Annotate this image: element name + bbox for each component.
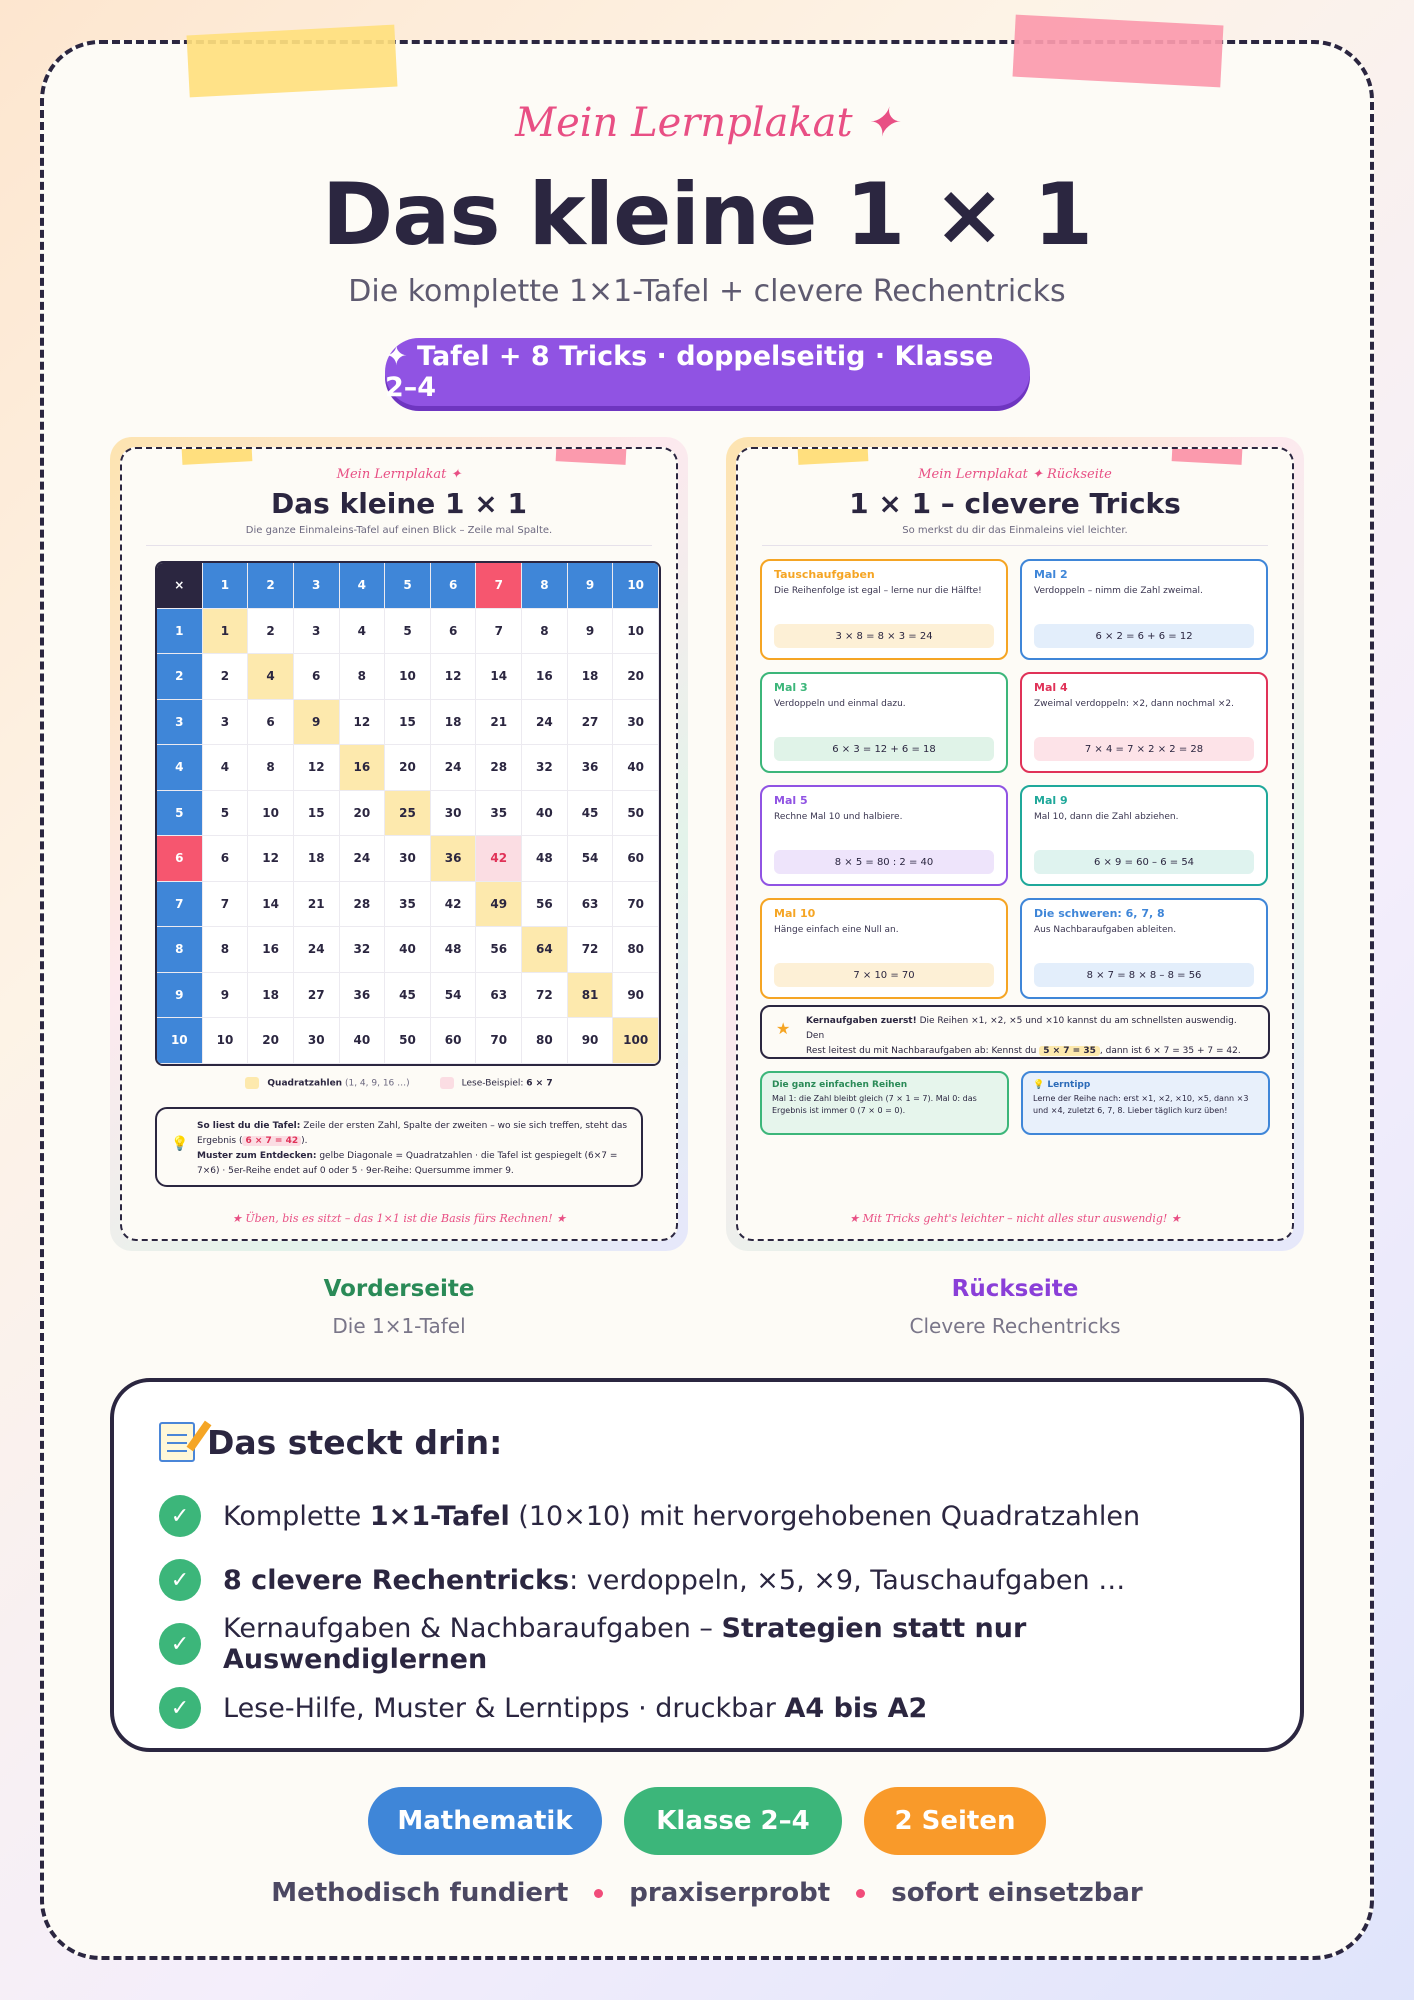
feature-pill: ✦ Tafel + 8 Tricks · doppelseitig · Klasse 2–4 <box>385 338 1030 406</box>
table-cell: 8 <box>248 745 294 791</box>
table-cell: 4 <box>248 654 294 700</box>
claim-1: Methodisch fundiert <box>271 1878 569 1908</box>
front-caption-title: Vorderseite <box>323 1276 475 1302</box>
table-cell: 60 <box>431 1018 477 1064</box>
trick-description: Hänge einfach eine Null an. <box>774 925 899 935</box>
trick-title: Die schweren: 6, 7, 8 <box>1034 907 1165 920</box>
column-header: 1 <box>203 563 249 609</box>
trick-card <box>760 559 1008 660</box>
column-header: 8 <box>522 563 568 609</box>
memo-icon <box>159 1422 195 1462</box>
badge-grade: Klasse 2–4 <box>624 1787 842 1855</box>
table-cell: 8 <box>203 927 249 973</box>
lightbulb-icon: 💡 <box>171 1136 189 1152</box>
front-preview[interactable] <box>110 437 688 1251</box>
trick-description: Verdoppeln und einmal dazu. <box>774 699 906 709</box>
table-cell: 54 <box>568 836 614 882</box>
table-cell: 30 <box>294 1018 340 1064</box>
table-corner: × <box>157 563 203 609</box>
claim-2: praxiserprobt <box>629 1878 831 1908</box>
trick-title: Mal 3 <box>774 681 808 694</box>
table-cell: 18 <box>294 836 340 882</box>
table-cell: 28 <box>340 882 386 928</box>
claims <box>0 1878 1414 1908</box>
check-icon: ✓ <box>159 1495 201 1537</box>
table-cell: 16 <box>248 927 294 973</box>
mini-tape-pink <box>1172 447 1243 465</box>
table-cell: 35 <box>385 882 431 928</box>
table-cell: 20 <box>385 745 431 791</box>
column-header: 10 <box>613 563 659 609</box>
table-cell: 18 <box>248 973 294 1019</box>
table-cell: 7 <box>476 609 522 655</box>
table-cell: 40 <box>385 927 431 973</box>
mini-tape-pink <box>556 447 627 465</box>
front-footer: ★ Üben, bis es sitzt – das 1×1 ist die Basis fürs Rechnen! ★ <box>232 1212 566 1225</box>
table-cell: 5 <box>385 609 431 655</box>
table-cell: 64 <box>522 927 568 973</box>
trick-title: Mal 4 <box>1034 681 1068 694</box>
table-cell: 2 <box>248 609 294 655</box>
table-cell: 32 <box>522 745 568 791</box>
table-cell: 20 <box>340 791 386 837</box>
table-cell: 42 <box>476 836 522 882</box>
table-cell: 8 <box>522 609 568 655</box>
kicker: Mein Lernplakat ✦ <box>515 100 899 146</box>
row-header: 1 <box>157 609 203 655</box>
trick-description: Rechne Mal 10 und halbiere. <box>774 812 903 822</box>
table-cell: 70 <box>476 1018 522 1064</box>
table-cell: 40 <box>613 745 659 791</box>
bullet-dot <box>856 1889 865 1898</box>
trick-card <box>1020 898 1268 999</box>
table-cell: 63 <box>476 973 522 1019</box>
table-cell: 9 <box>203 973 249 1019</box>
table-cell: 6 <box>248 700 294 746</box>
mini-tape-yellow <box>798 447 869 465</box>
table-cell: 49 <box>476 882 522 928</box>
table-cell: 45 <box>568 791 614 837</box>
badge-pages: 2 Seiten <box>864 1787 1046 1855</box>
trick-title: Mal 9 <box>1034 794 1068 807</box>
trick-description: Verdoppeln – nimm die Zahl zweimal. <box>1034 586 1203 596</box>
column-header: 9 <box>568 563 614 609</box>
tape-decoration-yellow <box>187 25 398 98</box>
divider <box>146 545 652 546</box>
table-cell: 24 <box>340 836 386 882</box>
contents-item-text: 8 clevere Rechentricks: verdoppeln, ×5, ×9, Tauschaufgaben … <box>223 1564 1126 1596</box>
table-cell: 80 <box>613 927 659 973</box>
back-caption-title: Rückseite <box>951 1276 1079 1302</box>
contents-item-text: Kernaufgaben & Nachbaraufgaben – Strategien statt nur Auswendiglernen <box>223 1613 1027 1675</box>
trick-title: Tauschaufgaben <box>774 568 875 581</box>
table-cell: 27 <box>568 700 614 746</box>
contents-heading: Das steckt drin: <box>159 1422 1255 1462</box>
table-cell: 27 <box>294 973 340 1019</box>
back-poster <box>736 447 1294 1241</box>
column-header: 5 <box>385 563 431 609</box>
trick-formula: 6 × 2 = 6 + 6 = 12 <box>1034 624 1254 648</box>
table-cell: 7 <box>203 882 249 928</box>
star-icon: ★ <box>776 1019 791 1038</box>
contents-item <box>159 1612 1255 1676</box>
contents-item-text: Komplette 1×1-Tafel (10×10) mit hervorgehobenen Quadratzahlen <box>223 1500 1141 1532</box>
front-kicker: Mein Lernplakat ✦ <box>336 467 462 482</box>
column-header: 2 <box>248 563 294 609</box>
table-cell: 12 <box>431 654 477 700</box>
table-cell: 70 <box>613 882 659 928</box>
check-icon: ✓ <box>159 1687 201 1729</box>
table-cell: 36 <box>431 836 477 882</box>
table-cell: 50 <box>385 1018 431 1064</box>
table-cell: 10 <box>203 1018 249 1064</box>
row-header: 2 <box>157 654 203 700</box>
table-cell: 16 <box>340 745 386 791</box>
table-cell: 72 <box>522 973 568 1019</box>
trick-formula: 6 × 3 = 12 + 6 = 18 <box>774 737 994 761</box>
table-cell: 45 <box>385 973 431 1019</box>
bullet-dot <box>594 1889 603 1898</box>
table-cell: 4 <box>340 609 386 655</box>
table-cell: 50 <box>613 791 659 837</box>
table-cell: 63 <box>568 882 614 928</box>
trick-title: Mal 5 <box>774 794 808 807</box>
table-cell: 21 <box>476 700 522 746</box>
back-subtitle: So merkst du dir das Einmaleins viel leichter. <box>902 525 1128 536</box>
table-cell: 36 <box>568 745 614 791</box>
times-table <box>155 561 661 1066</box>
page-title: Das kleine 1 × 1 <box>321 165 1093 265</box>
table-cell: 12 <box>248 836 294 882</box>
trick-description: Mal 10, dann die Zahl abziehen. <box>1034 812 1179 822</box>
trick-formula: 3 × 8 = 8 × 3 = 24 <box>774 624 994 648</box>
row-header: 4 <box>157 745 203 791</box>
row-header: 10 <box>157 1018 203 1064</box>
table-cell: 1 <box>203 609 249 655</box>
table-cell: 20 <box>248 1018 294 1064</box>
easy-rows-box: Die ganz einfachen Reihen Mal 1: die Zahl bleibt gleich (7 × 1 = 7). Mal 0: das Ergebnis ist immer 0 (7 × 0 = 0). <box>760 1071 1009 1135</box>
contents-list <box>159 1484 1255 1740</box>
table-cell: 8 <box>340 654 386 700</box>
extra-boxes <box>760 1071 1270 1135</box>
table-cell: 24 <box>522 700 568 746</box>
table-cell: 40 <box>522 791 568 837</box>
learning-tip-box: 💡 Lerntipp Lerne der Reihe nach: erst ×1, ×2, ×10, ×5, dann ×3 und ×4, zuletzt 6, 7, 8. Lieber täglich kurz üben! <box>1021 1071 1270 1135</box>
table-cell: 12 <box>340 700 386 746</box>
column-header: 6 <box>431 563 477 609</box>
front-poster <box>120 447 678 1241</box>
table-cell: 21 <box>294 882 340 928</box>
table-cell: 9 <box>568 609 614 655</box>
tricks-grid <box>760 559 1268 999</box>
table-cell: 12 <box>294 745 340 791</box>
trick-formula: 7 × 10 = 70 <box>774 963 994 987</box>
core-tasks-box: ★ Kernaufgaben zuerst! Die Reihen ×1, ×2, ×5 und ×10 kannst du am schnellsten auswendig. Den Rest leitest du mit Nachbaraufgaben ab: Kennst du 5 × 7 = 35 , dann ist 6 × 7 = 35 + 7 = 42. <box>760 1005 1270 1059</box>
table-cell: 30 <box>613 700 659 746</box>
trick-formula: 6 × 9 = 60 – 6 = 54 <box>1034 850 1254 874</box>
table-cell: 14 <box>248 882 294 928</box>
table-cell: 90 <box>613 973 659 1019</box>
contents-item-text: Lese-Hilfe, Muster & Lerntipps · druckbar A4 bis A2 <box>223 1692 928 1724</box>
badge-subject: Mathematik <box>368 1787 602 1855</box>
trick-card <box>760 898 1008 999</box>
table-cell: 48 <box>431 927 477 973</box>
table-cell: 56 <box>476 927 522 973</box>
table-cell: 25 <box>385 791 431 837</box>
row-header: 8 <box>157 927 203 973</box>
table-cell: 3 <box>203 700 249 746</box>
claim-3: sofort einsetzbar <box>891 1878 1143 1908</box>
table-cell: 48 <box>522 836 568 882</box>
tape-decoration-pink <box>1013 15 1224 88</box>
table-cell: 3 <box>294 609 340 655</box>
table-cell: 72 <box>568 927 614 973</box>
table-cell: 30 <box>385 836 431 882</box>
table-cell: 15 <box>294 791 340 837</box>
contents-item <box>159 1548 1255 1612</box>
trick-card <box>1020 785 1268 886</box>
table-cell: 4 <box>203 745 249 791</box>
table-cell: 24 <box>294 927 340 973</box>
table-cell: 18 <box>568 654 614 700</box>
trick-description: Die Reihenfolge ist egal – lerne nur die Hälfte! <box>774 586 982 596</box>
trick-card <box>1020 559 1268 660</box>
table-cell: 15 <box>385 700 431 746</box>
table-cell: 18 <box>431 700 477 746</box>
back-kicker: Mein Lernplakat ✦ Rückseite <box>918 467 1112 482</box>
table-cell: 6 <box>431 609 477 655</box>
trick-title: Mal 2 <box>1034 568 1068 581</box>
trick-formula: 8 × 7 = 8 × 8 – 8 = 56 <box>1034 963 1254 987</box>
row-header: 3 <box>157 700 203 746</box>
example-swatch <box>440 1077 454 1089</box>
divider <box>762 545 1268 546</box>
table-cell: 10 <box>613 609 659 655</box>
back-footer: ★ Mit Tricks geht's leichter – nicht alles stur auswendig! ★ <box>849 1212 1181 1225</box>
trick-card <box>760 672 1008 773</box>
trick-description: Zweimal verdoppeln: ×2, dann nochmal ×2. <box>1034 699 1235 709</box>
table-cell: 6 <box>294 654 340 700</box>
legend-example: Lese-Beispiel: 6 × 7 <box>440 1077 553 1089</box>
mini-tape-yellow <box>182 447 253 465</box>
column-header: 7 <box>476 563 522 609</box>
table-cell: 81 <box>568 973 614 1019</box>
page-subtitle: Die komplette 1×1-Tafel + clevere Rechentricks <box>348 274 1066 309</box>
check-icon: ✓ <box>159 1623 201 1665</box>
table-cell: 14 <box>476 654 522 700</box>
trick-title: Mal 10 <box>774 907 816 920</box>
legend-squares: Quadratzahlen (1, 4, 9, 16 …) <box>245 1077 409 1089</box>
table-cell: 36 <box>340 973 386 1019</box>
row-header: 9 <box>157 973 203 1019</box>
table-cell: 2 <box>203 654 249 700</box>
trick-description: Aus Nachbaraufgaben ableiten. <box>1034 925 1177 935</box>
table-cell: 60 <box>613 836 659 882</box>
contents-item <box>159 1676 1255 1740</box>
table-cell: 42 <box>431 882 477 928</box>
table-cell: 100 <box>613 1018 659 1064</box>
back-title: 1 × 1 – clevere Tricks <box>849 487 1181 520</box>
table-cell: 5 <box>203 791 249 837</box>
table-cell: 90 <box>568 1018 614 1064</box>
row-header: 5 <box>157 791 203 837</box>
column-header: 3 <box>294 563 340 609</box>
back-caption-subtitle: Clevere Rechentricks <box>909 1314 1121 1338</box>
howto-box: 💡 So liest du die Tafel: Zeile der ersten Zahl, Spalte der zweiten – wo sie sich treffen, steht das Ergebnis ( 6 × 7 = 42 ). Muster zum Entdecken: gelbe Diagonale = Quadratzahlen · die Tafel ist gespiegelt (6×7 = 7×6) · 5er-Reihe endet auf 0 oder 5 · 9er-Reihe: Quersumme immer 9. <box>155 1107 643 1187</box>
table-cell: 10 <box>248 791 294 837</box>
front-subtitle: Die ganze Einmaleins-Tafel auf einen Blick – Zeile mal Spalte. <box>245 525 553 536</box>
table-cell: 24 <box>431 745 477 791</box>
contents-item <box>159 1484 1255 1548</box>
table-cell: 30 <box>431 791 477 837</box>
badges <box>0 1787 1414 1855</box>
table-cell: 20 <box>613 654 659 700</box>
table-cell: 35 <box>476 791 522 837</box>
table-cell: 9 <box>294 700 340 746</box>
table-cell: 54 <box>431 973 477 1019</box>
table-cell: 28 <box>476 745 522 791</box>
table-cell: 10 <box>385 654 431 700</box>
legend <box>122 1077 676 1089</box>
check-icon: ✓ <box>159 1559 201 1601</box>
back-preview[interactable] <box>726 437 1304 1251</box>
table-cell: 40 <box>340 1018 386 1064</box>
table-cell: 6 <box>203 836 249 882</box>
table-cell: 16 <box>522 654 568 700</box>
trick-formula: 8 × 5 = 80 : 2 = 40 <box>774 850 994 874</box>
contents-box <box>110 1378 1304 1752</box>
trick-card <box>1020 672 1268 773</box>
front-title: Das kleine 1 × 1 <box>271 487 527 520</box>
table-cell: 56 <box>522 882 568 928</box>
column-header: 4 <box>340 563 386 609</box>
trick-formula: 7 × 4 = 7 × 2 × 2 = 28 <box>1034 737 1254 761</box>
row-header: 7 <box>157 882 203 928</box>
trick-card <box>760 785 1008 886</box>
front-caption-subtitle: Die 1×1-Tafel <box>332 1314 466 1338</box>
row-header: 6 <box>157 836 203 882</box>
table-cell: 32 <box>340 927 386 973</box>
square-swatch <box>245 1077 259 1089</box>
table-cell: 80 <box>522 1018 568 1064</box>
